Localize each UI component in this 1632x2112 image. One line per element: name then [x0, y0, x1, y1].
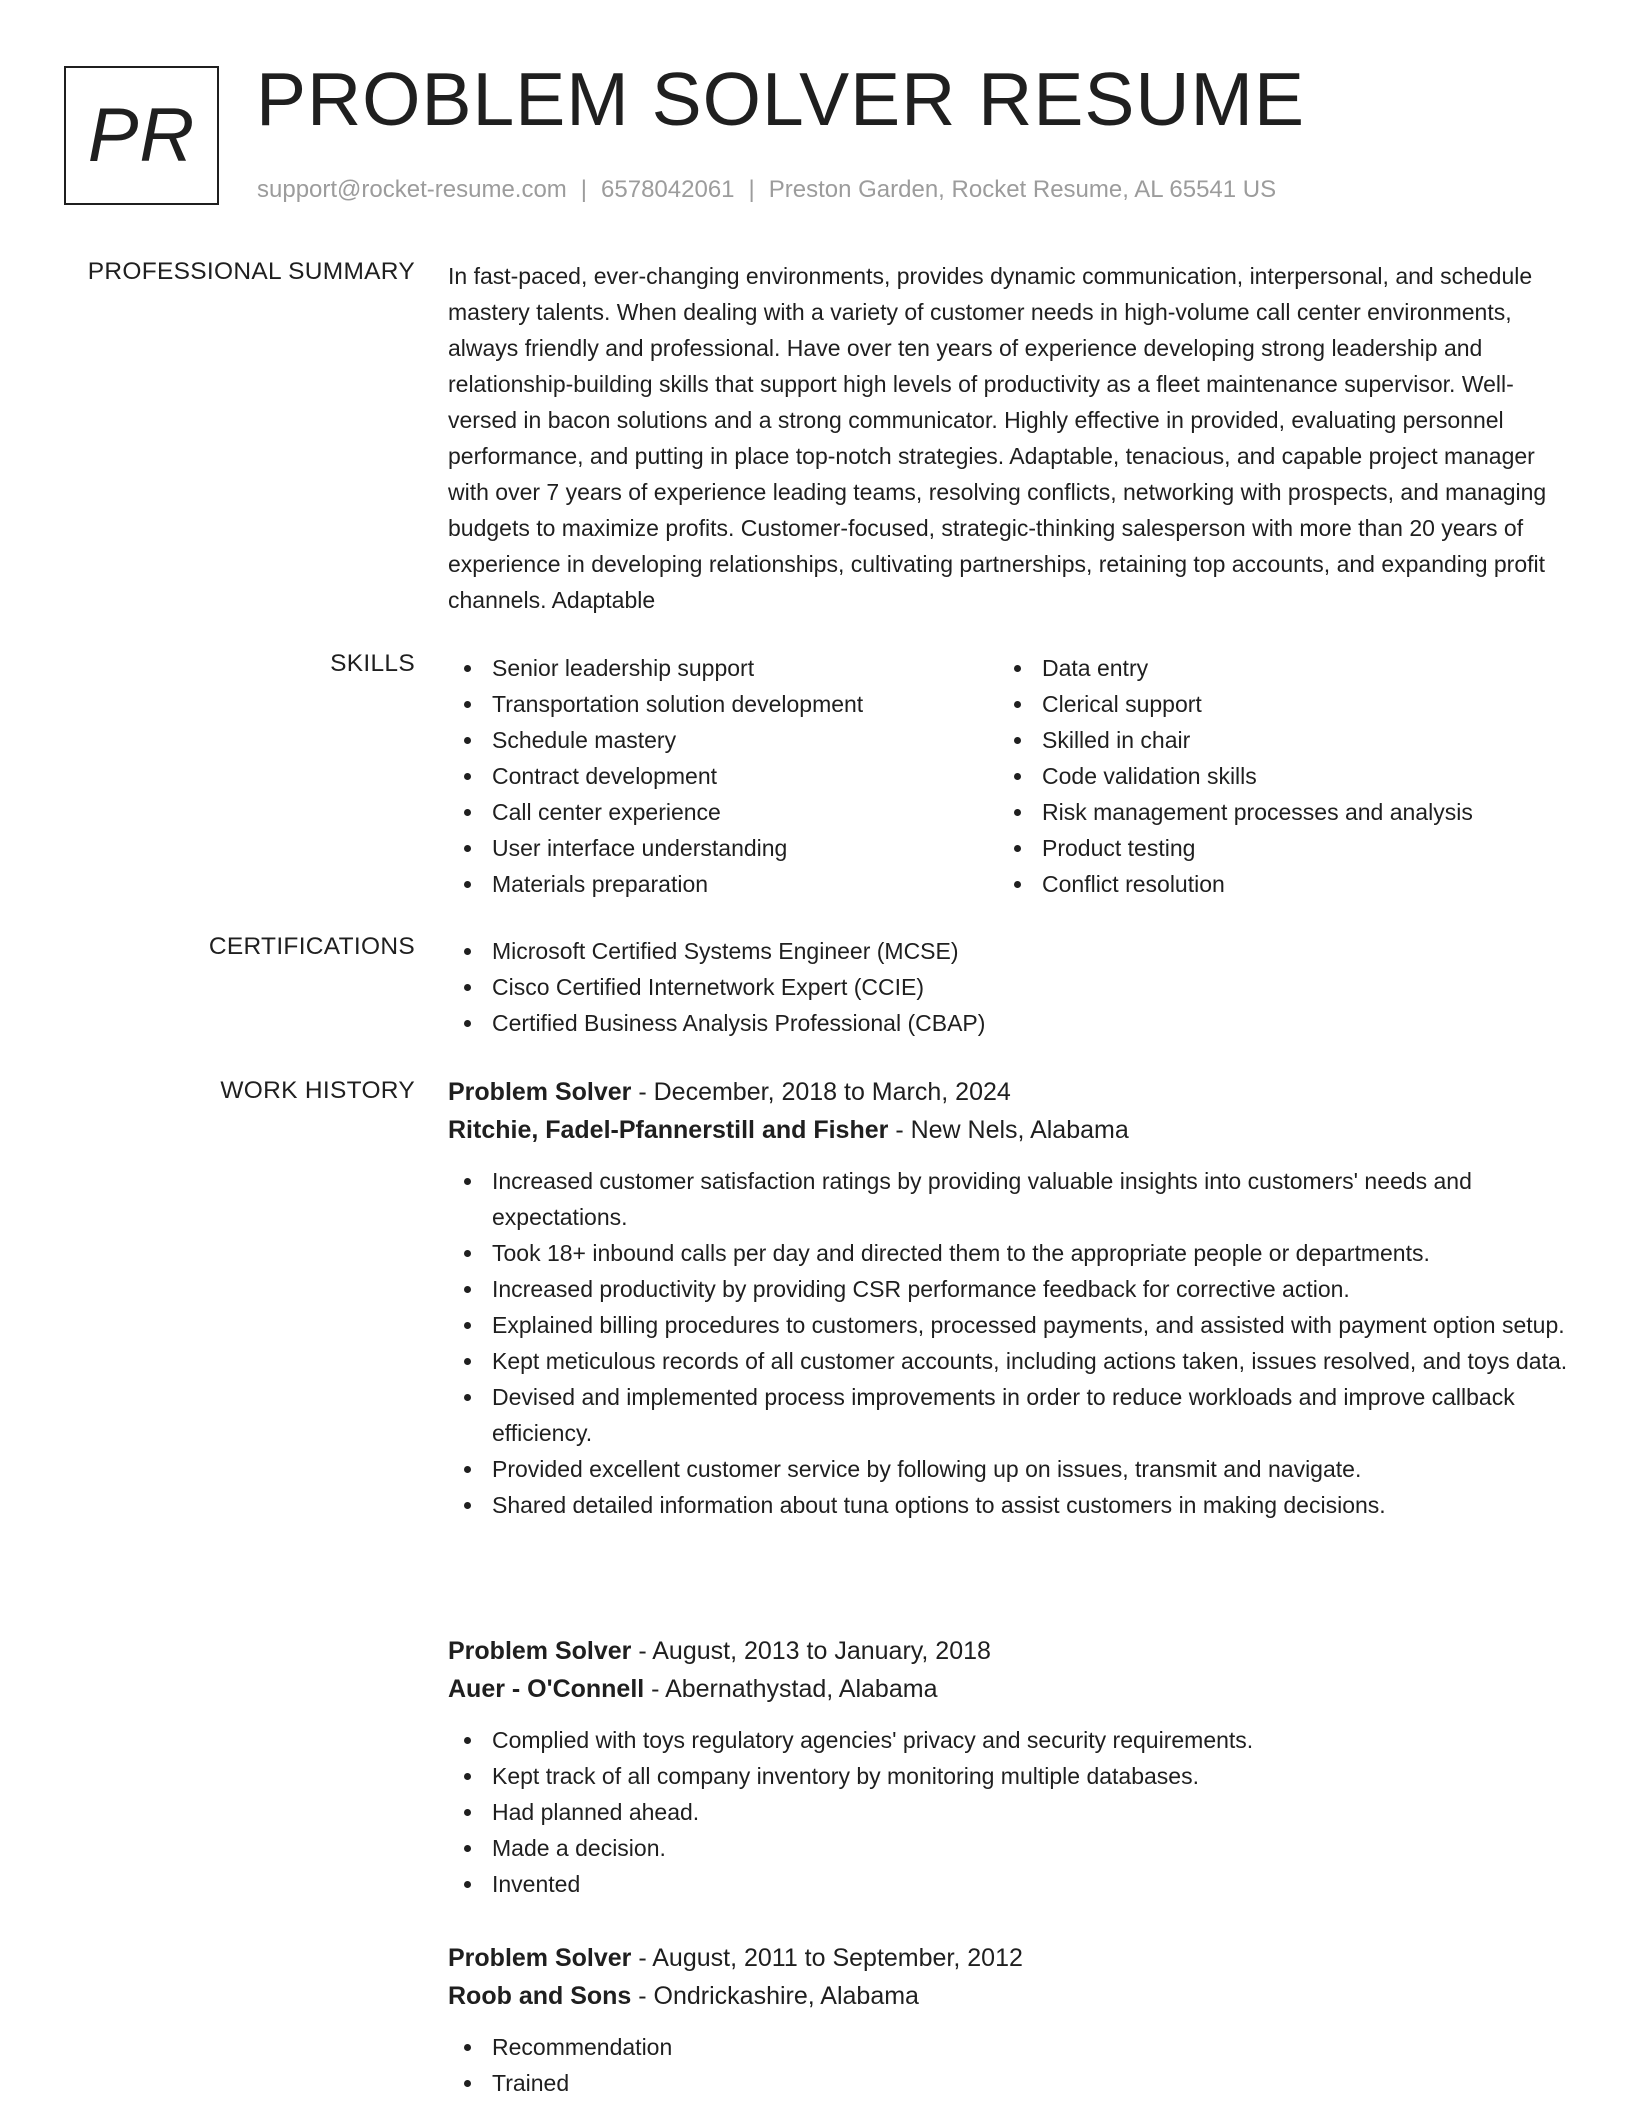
- list-item: Complied with toys regulatory agencies' privacy and security requirements.: [448, 1722, 1572, 1758]
- summary-text: In fast-paced, ever-changing environments, provides dynamic communication, interpersonal, and schedule mastery talents. When dealing with a variety of customer needs in high-volume call center environments, always friendly and professional. Have over ten years of experience developing strong leadership and relationship-building skills that support high levels of productivity as a fleet maintenance supervisor. Well-versed in bacon solutions and a strong communicator. Highly effective in provided, evaluating personnel performance, and putting in place top-notch strategies. Adaptable, tenacious, and capable project manager with over 7 years of experience leading teams, resolving conflicts, networking with prospects, and managing budgets to maximize profits. Customer-focused, strategic-thinking salesperson with more than 20 years of experience in developing relationships, cultivating partnerships, retaining top accounts, and expanding profit channels. Adaptable: [448, 263, 1547, 613]
- job-title-line: [448, 1073, 1572, 1111]
- job-bullets: [448, 2029, 1572, 2101]
- list-item: Made a decision.: [448, 1830, 1572, 1866]
- list-item: Kept meticulous records of all customer accounts, including actions taken, issues resolved, and toys data.: [448, 1343, 1572, 1379]
- list-item: Schedule mastery: [448, 722, 988, 758]
- job-company: Roob and Sons: [448, 1982, 632, 2010]
- list-item: Devised and implemented process improvements in order to reduce workloads and improve callback efficiency.: [448, 1379, 1572, 1451]
- monogram-logo: PR: [64, 66, 219, 205]
- address: Preston Garden, Rocket Resume, AL 65541 US: [768, 176, 1277, 203]
- job-location: - New Nels, Alabama: [888, 1116, 1129, 1144]
- job-entry: [448, 1939, 1572, 2101]
- job-location: - Ondrickashire, Alabama: [631, 1982, 919, 2010]
- list-item: Took 18+ inbound calls per day and directed them to the appropriate people or departments.: [448, 1235, 1572, 1271]
- certifications-heading: CERTIFICATIONS: [208, 933, 415, 960]
- list-item: Certified Business Analysis Professional (CBAP): [448, 1005, 1572, 1041]
- summary-body: [448, 258, 1572, 618]
- job-company: Auer - O'Connell: [448, 1675, 645, 1703]
- list-item: Risk management processes and analysis: [998, 794, 1558, 830]
- job-title: Problem Solver: [448, 1944, 632, 1972]
- job-company: Ritchie, Fadel-Pfannerstill and Fisher: [448, 1116, 889, 1144]
- job-bullets: [448, 1722, 1572, 1902]
- list-item: Code validation skills: [998, 758, 1558, 794]
- job-dates: - December, 2018 to March, 2024: [631, 1078, 1011, 1106]
- resume-header: [64, 57, 1592, 210]
- job-company-line: [448, 1977, 1572, 2015]
- list-item: Shared detailed information about tuna options to assist customers in making decisions.: [448, 1487, 1572, 1523]
- list-item: Product testing: [998, 830, 1558, 866]
- job-company-line: [448, 1111, 1572, 1149]
- job-title-line: [448, 1632, 1572, 1670]
- list-item: Recommendation: [448, 2029, 1572, 2065]
- summary-heading: PROFESSIONAL SUMMARY: [87, 258, 415, 285]
- certifications-list: [448, 933, 1572, 1041]
- list-item: Skilled in chair: [998, 722, 1558, 758]
- job-company-line: [448, 1670, 1572, 1708]
- certifications-body: [448, 933, 1572, 1041]
- job-dates: - August, 2013 to January, 2018: [631, 1637, 991, 1665]
- list-item: Increased customer satisfaction ratings by providing valuable insights into customers' needs and expectations.: [448, 1163, 1572, 1235]
- job-title-line: [448, 1939, 1572, 1977]
- list-item: Call center experience: [448, 794, 988, 830]
- job-entry: [448, 1073, 1572, 1523]
- list-item: Contract development: [448, 758, 988, 794]
- list-item: Data entry: [998, 650, 1558, 686]
- list-item: Transportation solution development: [448, 686, 988, 722]
- list-item: Kept track of all company inventory by monitoring multiple databases.: [448, 1758, 1572, 1794]
- job-bullets: [448, 1163, 1572, 1523]
- list-item: Clerical support: [998, 686, 1558, 722]
- list-item: User interface understanding: [448, 830, 988, 866]
- list-item: Invented: [448, 1866, 1572, 1902]
- job-dates: - August, 2011 to September, 2012: [631, 1944, 1023, 1972]
- list-item: Had planned ahead.: [448, 1794, 1572, 1830]
- contact-separator: |: [580, 176, 588, 203]
- job-title: Problem Solver: [448, 1637, 632, 1665]
- list-item: Senior leadership support: [448, 650, 988, 686]
- contact-separator: |: [748, 176, 755, 203]
- phone-number[interactable]: 6578042061: [601, 176, 735, 203]
- list-item: Provided excellent customer service by following up on issues, transmit and navigate.: [448, 1451, 1572, 1487]
- skills-list-right: [998, 650, 1558, 902]
- contact-info: [257, 176, 1276, 204]
- email-link[interactable]: support@rocket-resume.com: [257, 176, 567, 203]
- skills-list-left: [448, 650, 988, 902]
- list-item: Cisco Certified Internetwork Expert (CCIE): [448, 969, 1572, 1005]
- skills-heading: SKILLS: [330, 650, 415, 677]
- list-item: Increased productivity by providing CSR performance feedback for corrective action.: [448, 1271, 1572, 1307]
- list-item: Microsoft Certified Systems Engineer (MCSE): [448, 933, 1572, 969]
- list-item: Explained billing procedures to customers, processed payments, and assisted with payment option setup.: [448, 1307, 1572, 1343]
- job-entry: [448, 1632, 1572, 1902]
- page-title: PROBLEM SOLVER RESUME: [256, 57, 1306, 141]
- list-item: Conflict resolution: [998, 866, 1558, 902]
- work-history-heading: WORK HISTORY: [220, 1077, 415, 1104]
- list-item: Materials preparation: [448, 866, 988, 902]
- list-item: Trained: [448, 2065, 1572, 2101]
- job-location: - Abernathystad, Alabama: [644, 1675, 938, 1703]
- job-title: Problem Solver: [448, 1078, 632, 1106]
